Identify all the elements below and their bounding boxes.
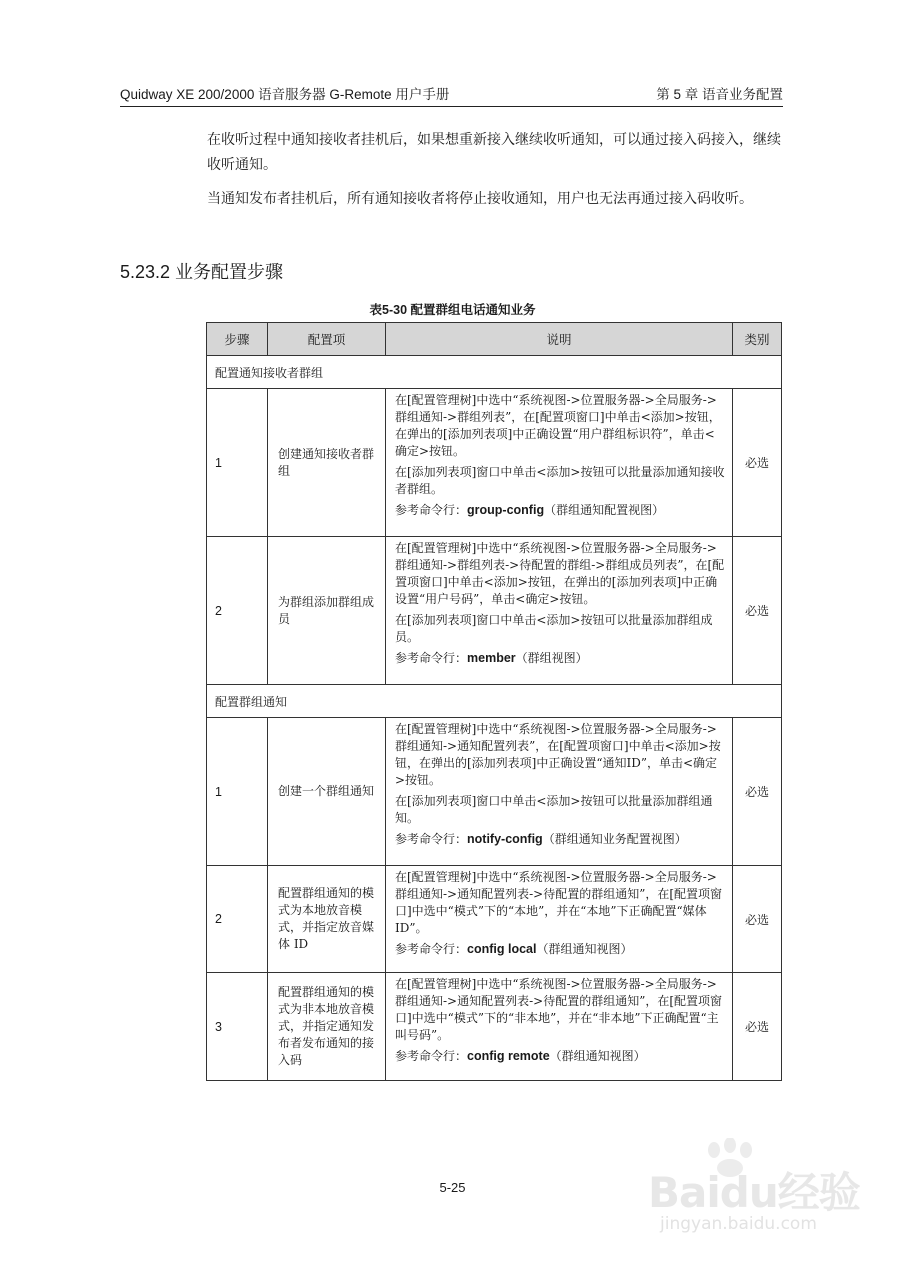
- step-number: 1: [207, 718, 268, 866]
- config-item: 配置群组通知的模式为非本地放音模式，并指定通知发布者发布通知的接入码: [268, 973, 386, 1081]
- table-row: [207, 866, 782, 973]
- table-row: [207, 537, 782, 685]
- column-header-step: 步骤: [207, 323, 268, 356]
- description-text: 在[添加列表项]窗口中单击<添加>按钮可以批量添加通知接收者群组。: [395, 465, 725, 496]
- description-cell: [386, 866, 733, 973]
- config-item: 配置群组通知的模式为本地放音模式，并指定放音媒体 ID: [268, 866, 386, 973]
- column-header-type: 类别: [733, 323, 782, 356]
- requirement-type: 必选: [733, 973, 782, 1081]
- table-row: [207, 389, 782, 537]
- command-view: （群组通知视图）: [549, 1049, 646, 1063]
- table-row: [207, 718, 782, 866]
- command-name: member: [467, 651, 516, 665]
- description-text: 在[配置管理树]中选中“系统视图->位置服务器->全局服务->群组通知->通知配置列表->待配置的群组通知”，在[配置项窗口]中选中“模式”下的“非本地”，并在“非本地”下正确配置“主叫号码”。: [395, 977, 723, 1042]
- description-cell: [386, 389, 733, 537]
- table-row: [207, 973, 782, 1081]
- command-view: （群组通知配置视图）: [544, 503, 665, 517]
- command-name: group-config: [467, 503, 545, 517]
- command-reference: [395, 1048, 725, 1065]
- config-item: 创建一个群组通知: [268, 718, 386, 866]
- section-heading: 5.23.2 业务配置步骤: [120, 262, 284, 282]
- group-label: 配置群组通知: [207, 685, 782, 718]
- column-header-item: 配置项: [268, 323, 386, 356]
- description-cell: [386, 718, 733, 866]
- command-name: notify-config: [467, 832, 543, 846]
- group-row: [207, 685, 782, 718]
- description-text: 在[添加列表项]窗口中单击<添加>按钮可以批量添加群组成员。: [395, 613, 713, 644]
- step-number: 2: [207, 866, 268, 973]
- requirement-type: 必选: [733, 537, 782, 685]
- table-caption: 表5-30 配置群组电话通知业务: [369, 303, 536, 317]
- requirement-type: 必选: [733, 389, 782, 537]
- description-cell: [386, 537, 733, 685]
- command-prefix: 参考命令行：: [395, 651, 468, 665]
- description-text: 在[配置管理树]中选中“系统视图->位置服务器->全局服务->群组通知->通知配置列表->待配置的群组通知”，在[配置项窗口]中选中“模式”下的“本地”，并在“本地”下正确配置“媒体 ID”。: [395, 870, 723, 935]
- description-cell: [386, 973, 733, 1081]
- config-steps-table: [206, 322, 782, 1081]
- group-row: [207, 356, 782, 389]
- config-item: 为群组添加群组成员: [268, 537, 386, 685]
- command-reference: [395, 502, 725, 519]
- command-prefix: 参考命令行：: [395, 1049, 468, 1063]
- command-prefix: 参考命令行：: [395, 832, 468, 846]
- step-number: 2: [207, 537, 268, 685]
- page-number: 5-25: [439, 1180, 466, 1195]
- command-reference: [395, 941, 725, 958]
- page-header: [120, 83, 783, 107]
- command-prefix: 参考命令行：: [395, 942, 468, 956]
- body-paragraph-1: 在收听过程中通知接收者挂机后，如果想重新接入继续收听通知，可以通过接入码接入，继续收听通知。: [207, 132, 781, 173]
- requirement-type: 必选: [733, 718, 782, 866]
- command-reference: [395, 650, 725, 667]
- requirement-type: 必选: [733, 866, 782, 973]
- command-name: config remote: [467, 1049, 550, 1063]
- body-paragraph-2: 当通知发布者挂机后，所有通知接收者将停止接收通知，用户也无法再通过接入码收听。: [207, 191, 753, 207]
- step-number: 3: [207, 973, 268, 1081]
- command-view: （群组通知业务配置视图）: [542, 832, 687, 846]
- command-view: （群组通知视图）: [536, 942, 633, 956]
- command-name: config local: [467, 942, 537, 956]
- description-text: 在[配置管理树]中选中“系统视图->位置服务器->全局服务->群组通知->群组列表”，在[配置项窗口]中单击<添加>按钮，在弹出的[添加列表项]中正确设置“用户群组标识符”，单击<确定>按钮。: [395, 393, 721, 458]
- table-header-row: [207, 323, 782, 356]
- baidu-watermark-logo: Baidu经验: [648, 1168, 860, 1217]
- config-item: 创建通知接收者群组: [268, 389, 386, 537]
- command-prefix: 参考命令行：: [395, 503, 468, 517]
- description-text: 在[配置管理树]中选中“系统视图->位置服务器->全局服务->群组通知->群组列表->待配置的群组->群组成员列表”，在[配置项窗口]中单击<添加>按钮，在弹出的[添加列表项]中正确设置“用户号码”，单击<确定>按钮。: [395, 541, 725, 606]
- header-chapter-title: 第 5 章 语音业务配置: [656, 87, 783, 102]
- header-manual-title: Quidway XE 200/2000 语音服务器 G-Remote 用户手册: [120, 87, 450, 102]
- step-number: 1: [207, 389, 268, 537]
- command-reference: [395, 831, 725, 848]
- description-text: 在[配置管理树]中选中“系统视图->位置服务器->全局服务->群组通知->通知配置列表”，在[配置项窗口]中单击<添加>按钮，在弹出的[添加列表项]中正确设置“通知ID”，单击<确定>按钮。: [395, 722, 721, 787]
- watermark-url: jingyan.baidu.com: [660, 1214, 817, 1234]
- column-header-description: 说明: [386, 323, 733, 356]
- description-text: 在[添加列表项]窗口中单击<添加>按钮可以批量添加群组通知。: [395, 794, 713, 825]
- command-view: （群组视图）: [515, 651, 588, 665]
- group-label: 配置通知接收者群组: [207, 356, 782, 389]
